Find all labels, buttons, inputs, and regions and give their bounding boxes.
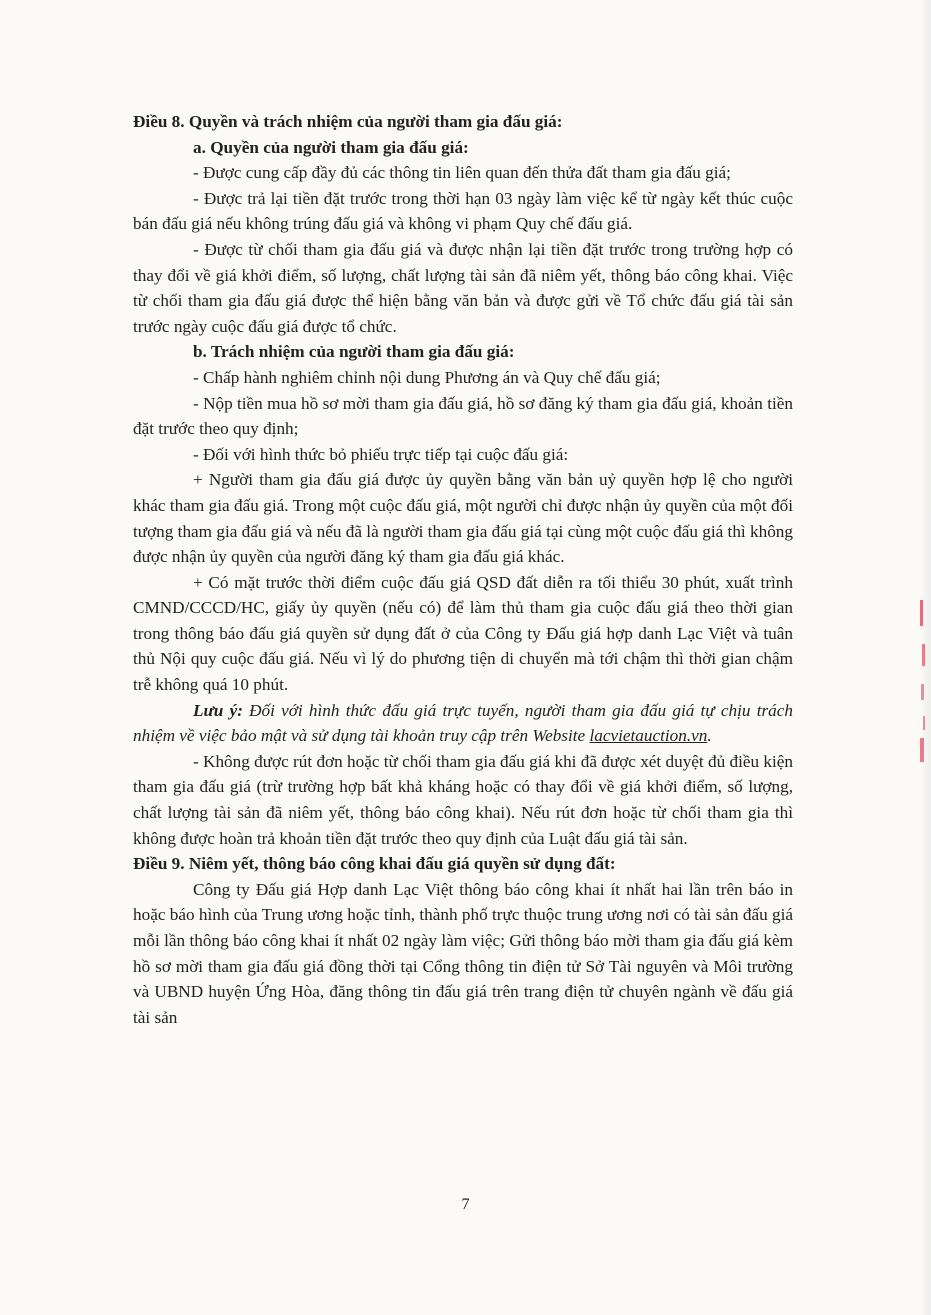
website-link[interactable]: lacvietauction.vn xyxy=(589,726,708,746)
article-9-title: Điều 9. Niêm yết, thông báo công khai đấu giá quyền sử dụng đất: xyxy=(133,854,616,874)
red-stamp-marks xyxy=(916,596,930,766)
paragraph-b3-1: + Người tham gia đấu giá được ủy quyền bằng văn bản uỷ quyền hợp lệ cho người khác tham gia đấu giá. Trong một cuộc đấu giá, một người chỉ được nhận ủy quyền của một đối tượng tham gia đấu giá và nếu đã là người tham gia đấu giá tại cùng một cuộc đấu giá thì không được nhận ủy quyền của người đăng ký tham gia đấu giá khác. xyxy=(133,470,793,567)
note-label: Lưu ý: xyxy=(193,700,243,720)
note-text: Đối với hình thức đấu giá trực tuyến, người tham gia đấu giá tự chịu trách nhiệm về việc bảo mật và sử dụng tài khoản truy cập trên Website xyxy=(133,700,793,746)
paragraph-b2: - Nộp tiền mua hồ sơ mời tham gia đấu giá, hồ sơ đăng ký tham gia đấu giá, khoản tiền đặt trước theo quy định; xyxy=(133,393,793,439)
page-number: 7 xyxy=(461,1196,470,1213)
paragraph-a1: - Được cung cấp đầy đủ các thông tin liên quan đến thửa đất tham gia đấu giá; xyxy=(193,163,731,183)
article-8-title: Điều 8. Quyền và trách nhiệm của người tham gia đấu giá: xyxy=(133,112,563,131)
paragraph-9-1: Công ty Đấu giá Hợp danh Lạc Việt thông báo công khai ít nhất hai lần trên báo in hoặc báo hình của Trung ương hoặc tỉnh, thành phố trực thuộc trung ương nơi có tài sản đấu giá mỗi lần thông báo công khai ít nhất 02 ngày làm việc; Gửi thông báo mời tham gia đấu giá kèm hồ sơ mời tham gia đấu giá đồng thời tại Cổng thông tin điện tử Sở Tài nguyên và Môi trường và UBND huyện Ứng Hòa, đăng thông tin đấu giá trên trang điện tử chuyên ngành về đấu giá tài sản xyxy=(133,879,793,1027)
paragraph-a2: - Được trả lại tiền đặt trước trong thời hạn 03 ngày làm việc kể từ ngày kết thúc cuộc bán đấu giá nếu không trúng đấu giá và không vi phạm Quy chế đấu giá. xyxy=(133,188,793,234)
section-b-title: b. Trách nhiệm của người tham gia đấu giá: xyxy=(193,342,515,362)
document-body xyxy=(133,109,793,1030)
paragraph-b3: - Đối với hình thức bỏ phiếu trực tiếp tại cuộc đấu giá: xyxy=(193,444,569,464)
section-a-title: a. Quyền của người tham gia đấu giá: xyxy=(193,137,469,157)
note-paragraph xyxy=(133,698,793,749)
paragraph-b4: - Không được rút đơn hoặc từ chối tham gia đấu giá khi đã được xét duyệt đủ điều kiện tham gia đấu giá (trừ trường hợp bất khả kháng hoặc có thay đổi về giá khởi điểm, số lượng, chất lượng tài sản đã niêm yết, thông báo công khai). Nếu rút đơn hoặc từ chối tham gia thì không được hoàn trả khoản tiền đặt trước theo quy định của Luật đấu giá tài sản. xyxy=(133,751,793,848)
paragraph-b3-2: + Có mặt trước thời điểm cuộc đấu giá QSD đất diễn ra tối thiểu 30 phút, xuất trình CMND/CCCD/HC, giấy ủy quyền (nếu có) để làm thủ tham gia cuộc đấu giá theo thời gian trong thông báo đấu giá quyền sử dụng đất ở của Công ty Đấu giá hợp danh Lạc Việt và tuân thủ Nội quy cuộc đấu giá. Nếu vì lý do phương tiện di chuyển mà tới chậm thì thời gian chậm trễ không quá 10 phút. xyxy=(133,572,793,695)
paragraph-b1: - Chấp hành nghiêm chỉnh nội dung Phương án và Quy chế đấu giá; xyxy=(193,367,661,387)
paragraph-a3: - Được từ chối tham gia đấu giá và được nhận lại tiền đặt trước trong trường hợp có thay đổi về giá khởi điểm, số lượng, chất lượng tài sản đã niêm yết, thông báo công khai. Việc từ chối tham gia đấu giá được thể hiện bằng văn bản và được gửi về Tổ chức đấu giá tài sản trước ngày cuộc đấu giá được tổ chức. xyxy=(133,239,793,336)
note-end: . xyxy=(707,726,712,746)
